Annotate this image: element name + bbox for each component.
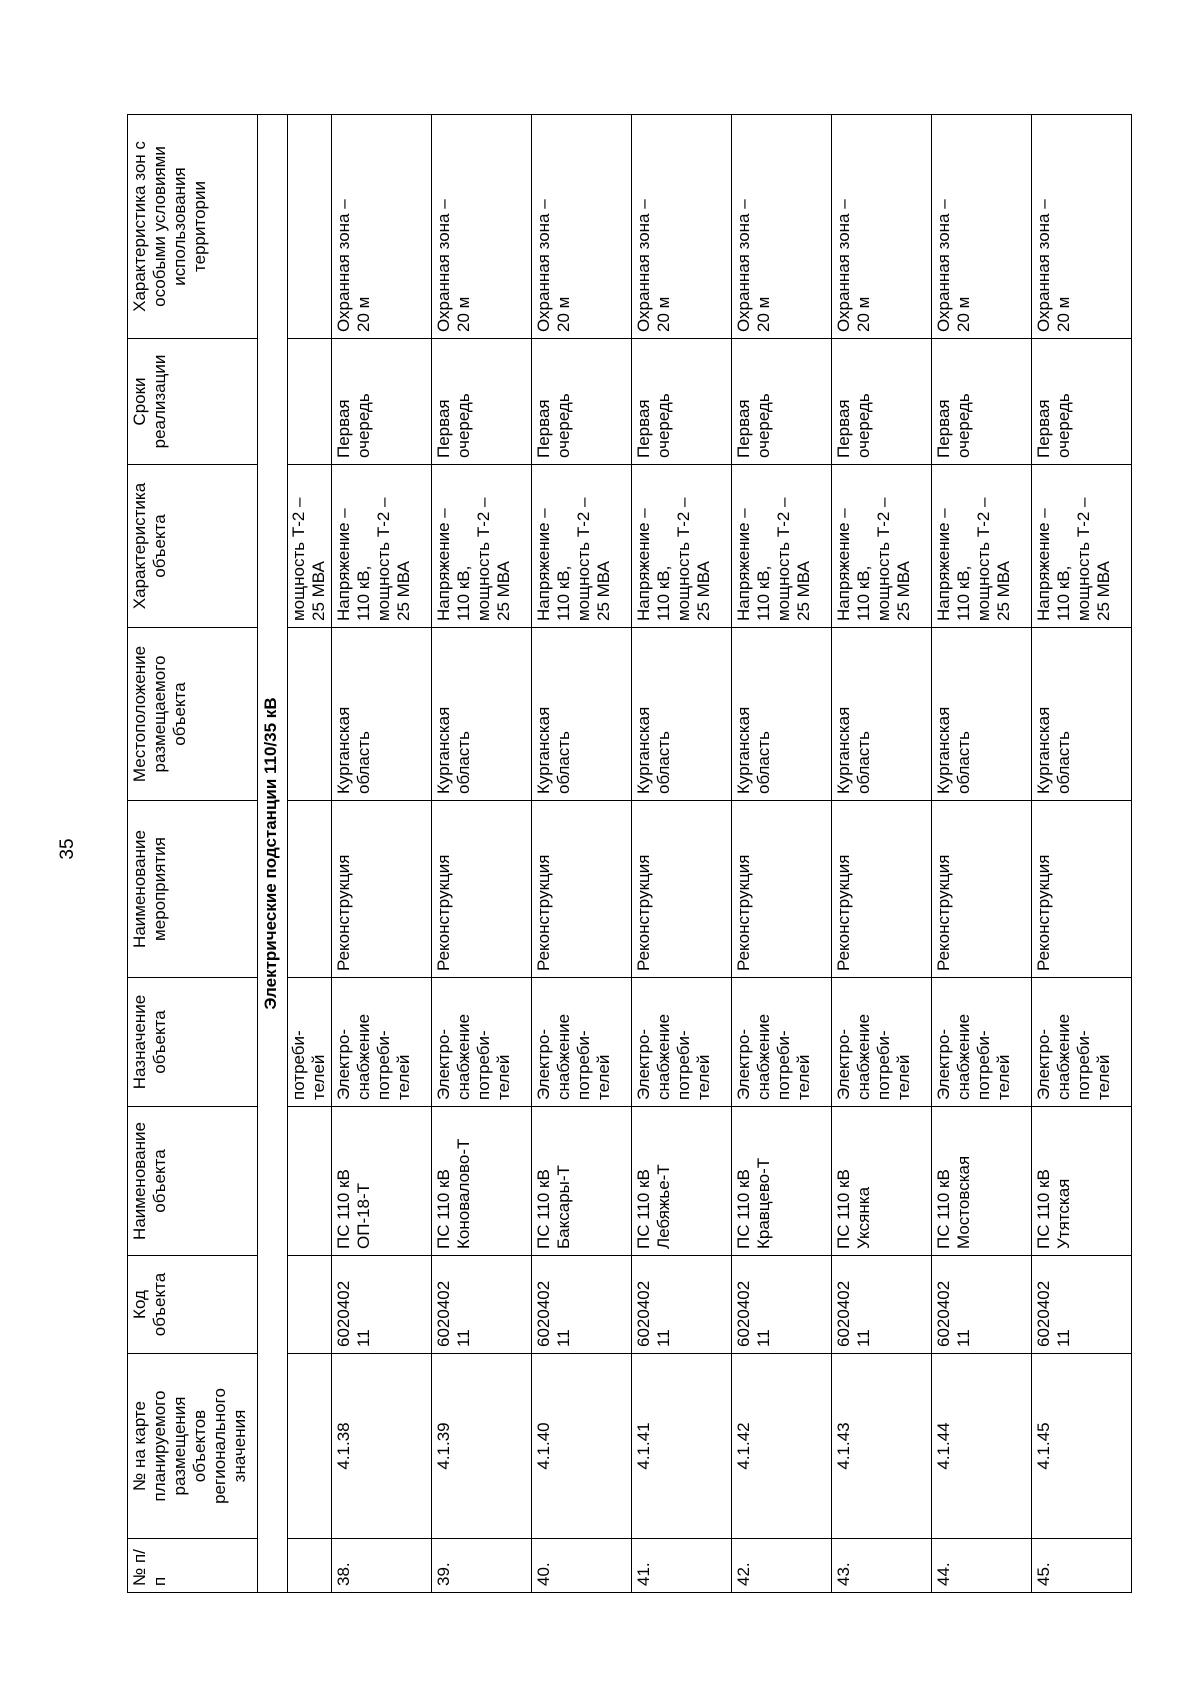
cell-object-name: ПС 110 кВ Уксянка — [832, 1107, 932, 1256]
cell-object-code: 6020402 11 — [932, 1256, 1032, 1354]
table-row — [832, 115, 932, 1593]
section-title: Электрические подстанции 110/35 кВ — [258, 115, 288, 1593]
header-characteristic: Характеристика объекта — [128, 465, 258, 628]
cell-object-name: ПС 110 кВ ОП-18-Т — [332, 1107, 432, 1256]
table-row — [932, 115, 1032, 1593]
cell-zone: Охранная зона – 20 м — [1032, 115, 1132, 339]
cell-action: Реконструкция — [832, 801, 932, 978]
cell-location: Курганская область — [732, 628, 832, 801]
cell-purpose: Электро- снабжение потреби- телей — [732, 978, 832, 1107]
cell-location: Курганская область — [432, 628, 532, 801]
cell-map-number: 4.1.42 — [732, 1354, 832, 1539]
cell-zone: Охранная зона – 20 м — [632, 115, 732, 339]
cell-map-number: 4.1.43 — [832, 1354, 932, 1539]
table-row — [732, 115, 832, 1593]
cell-object-code: 6020402 11 — [632, 1256, 732, 1354]
cell-empty — [288, 339, 332, 465]
cell-characteristic: Напряжение – 110 кВ, мощность Т-2 – 25 МВА — [1032, 465, 1132, 628]
cell-action: Реконструкция — [932, 801, 1032, 978]
cell-characteristic: Напряжение – 110 кВ, мощность Т-2 – 25 МВА — [432, 465, 532, 628]
page-number: 35 — [57, 838, 78, 860]
header-object-name: Наименование объекта — [128, 1107, 258, 1256]
cell-term: Первая очередь — [732, 339, 832, 465]
cell-purpose: Электро- снабжение потреби- телей — [332, 978, 432, 1107]
cell-map-number: 4.1.40 — [532, 1354, 632, 1539]
cell-object-name: ПС 110 кВ Лебяжье-Т — [632, 1107, 732, 1256]
cell-characteristic: Напряжение – 110 кВ, мощность Т-2 – 25 МВА — [532, 465, 632, 628]
continuation-row — [288, 115, 332, 1593]
cell-map-number: 4.1.45 — [1032, 1354, 1132, 1539]
cell-zone: Охранная зона – 20 м — [832, 115, 932, 339]
cell-location: Курганская область — [1032, 628, 1132, 801]
cell-object-name: ПС 110 кВ Кравцево-Т — [732, 1107, 832, 1256]
cell-characteristic: мощность Т-2 – 25 МВА — [288, 465, 332, 628]
cell-purpose: Электро- снабжение потреби- телей — [532, 978, 632, 1107]
rotated-table-frame — [127, 115, 1111, 1593]
cell-term: Первая очередь — [532, 339, 632, 465]
cell-term: Первая очередь — [632, 339, 732, 465]
cell-empty — [288, 1539, 332, 1593]
cell-term: Первая очередь — [932, 339, 1032, 465]
cell-object-code: 6020402 11 — [832, 1256, 932, 1354]
cell-map-number: 4.1.41 — [632, 1354, 732, 1539]
cell-purpose: потреби- телей — [288, 978, 332, 1107]
table-row — [532, 115, 632, 1593]
cell-map-number: 4.1.39 — [432, 1354, 532, 1539]
cell-zone: Охранная зона – 20 м — [932, 115, 1032, 339]
cell-row-number: 42. — [732, 1539, 832, 1593]
cell-row-number: 38. — [332, 1539, 432, 1593]
cell-term: Первая очередь — [832, 339, 932, 465]
header-term: Сроки реализации — [128, 339, 258, 465]
cell-characteristic: Напряжение – 110 кВ, мощность Т-2 – 25 МВА — [932, 465, 1032, 628]
cell-action: Реконструкция — [1032, 801, 1132, 978]
cell-object-code: 6020402 11 — [732, 1256, 832, 1354]
cell-row-number: 45. — [1032, 1539, 1132, 1593]
table-header-row — [128, 115, 258, 1593]
cell-row-number: 39. — [432, 1539, 532, 1593]
cell-action: Реконструкция — [432, 801, 532, 978]
cell-purpose: Электро- снабжение потреби- телей — [1032, 978, 1132, 1107]
cell-purpose: Электро- снабжение потреби- телей — [832, 978, 932, 1107]
cell-purpose: Электро- снабжение потреби- телей — [432, 978, 532, 1107]
cell-action: Реконструкция — [332, 801, 432, 978]
cell-empty — [288, 801, 332, 978]
header-map-number: № на карте планируемого размещения объектов регионального значения — [128, 1354, 258, 1539]
cell-object-code: 6020402 11 — [532, 1256, 632, 1354]
cell-map-number: 4.1.38 — [332, 1354, 432, 1539]
header-zone: Характеристика зон с особыми условиями использования территории — [128, 115, 258, 339]
cell-zone: Охранная зона – 20 м — [332, 115, 432, 339]
cell-row-number: 40. — [532, 1539, 632, 1593]
objects-table — [127, 114, 1132, 1593]
cell-object-code: 6020402 11 — [432, 1256, 532, 1354]
header-action-name: Наименование мероприятия — [128, 801, 258, 978]
table-row — [332, 115, 432, 1593]
cell-object-name: ПС 110 кВ Баксары-Т — [532, 1107, 632, 1256]
cell-empty — [288, 1107, 332, 1256]
cell-object-name: ПС 110 кВ Коновалово-Т — [432, 1107, 532, 1256]
cell-location: Курганская область — [532, 628, 632, 801]
cell-action: Реконструкция — [532, 801, 632, 978]
cell-action: Реконструкция — [632, 801, 732, 978]
cell-empty — [288, 628, 332, 801]
table-row — [632, 115, 732, 1593]
table-row — [432, 115, 532, 1593]
cell-row-number: 43. — [832, 1539, 932, 1593]
cell-zone: Охранная зона – 20 м — [732, 115, 832, 339]
cell-characteristic: Напряжение – 110 кВ, мощность Т-2 – 25 МВА — [732, 465, 832, 628]
cell-term: Первая очередь — [1032, 339, 1132, 465]
cell-object-code: 6020402 11 — [1032, 1256, 1132, 1354]
header-location: Местоположение размещаемого объекта — [128, 628, 258, 801]
section-row — [258, 115, 288, 1593]
header-object-purpose: Назначение объекта — [128, 978, 258, 1107]
cell-term: Первая очередь — [332, 339, 432, 465]
table-row — [1032, 115, 1132, 1593]
cell-characteristic: Напряжение – 110 кВ, мощность Т-2 – 25 МВА — [832, 465, 932, 628]
cell-purpose: Электро- снабжение потреби- телей — [932, 978, 1032, 1107]
cell-object-code: 6020402 11 — [332, 1256, 432, 1354]
cell-row-number: 41. — [632, 1539, 732, 1593]
cell-characteristic: Напряжение – 110 кВ, мощность Т-2 – 25 МВА — [332, 465, 432, 628]
cell-object-name: ПС 110 кВ Утятская — [1032, 1107, 1132, 1256]
cell-object-name: ПС 110 кВ Мостовская — [932, 1107, 1032, 1256]
cell-map-number: 4.1.44 — [932, 1354, 1032, 1539]
cell-location: Курганская область — [332, 628, 432, 801]
cell-zone: Охранная зона – 20 м — [532, 115, 632, 339]
cell-location: Курганская область — [632, 628, 732, 801]
cell-purpose: Электро- снабжение потреби- телей — [632, 978, 732, 1107]
cell-empty — [288, 1354, 332, 1539]
cell-empty — [288, 1256, 332, 1354]
cell-action: Реконструкция — [732, 801, 832, 978]
cell-zone: Охранная зона – 20 м — [432, 115, 532, 339]
cell-empty — [288, 115, 332, 339]
header-row-number: № п/п — [128, 1539, 258, 1593]
cell-location: Курганская область — [932, 628, 1032, 801]
table-container — [127, 115, 1111, 1593]
cell-term: Первая очередь — [432, 339, 532, 465]
cell-location: Курганская область — [832, 628, 932, 801]
cell-row-number: 44. — [932, 1539, 1032, 1593]
header-object-code: Код объекта — [128, 1256, 258, 1354]
cell-characteristic: Напряжение – 110 кВ, мощность Т-2 – 25 МВА — [632, 465, 732, 628]
